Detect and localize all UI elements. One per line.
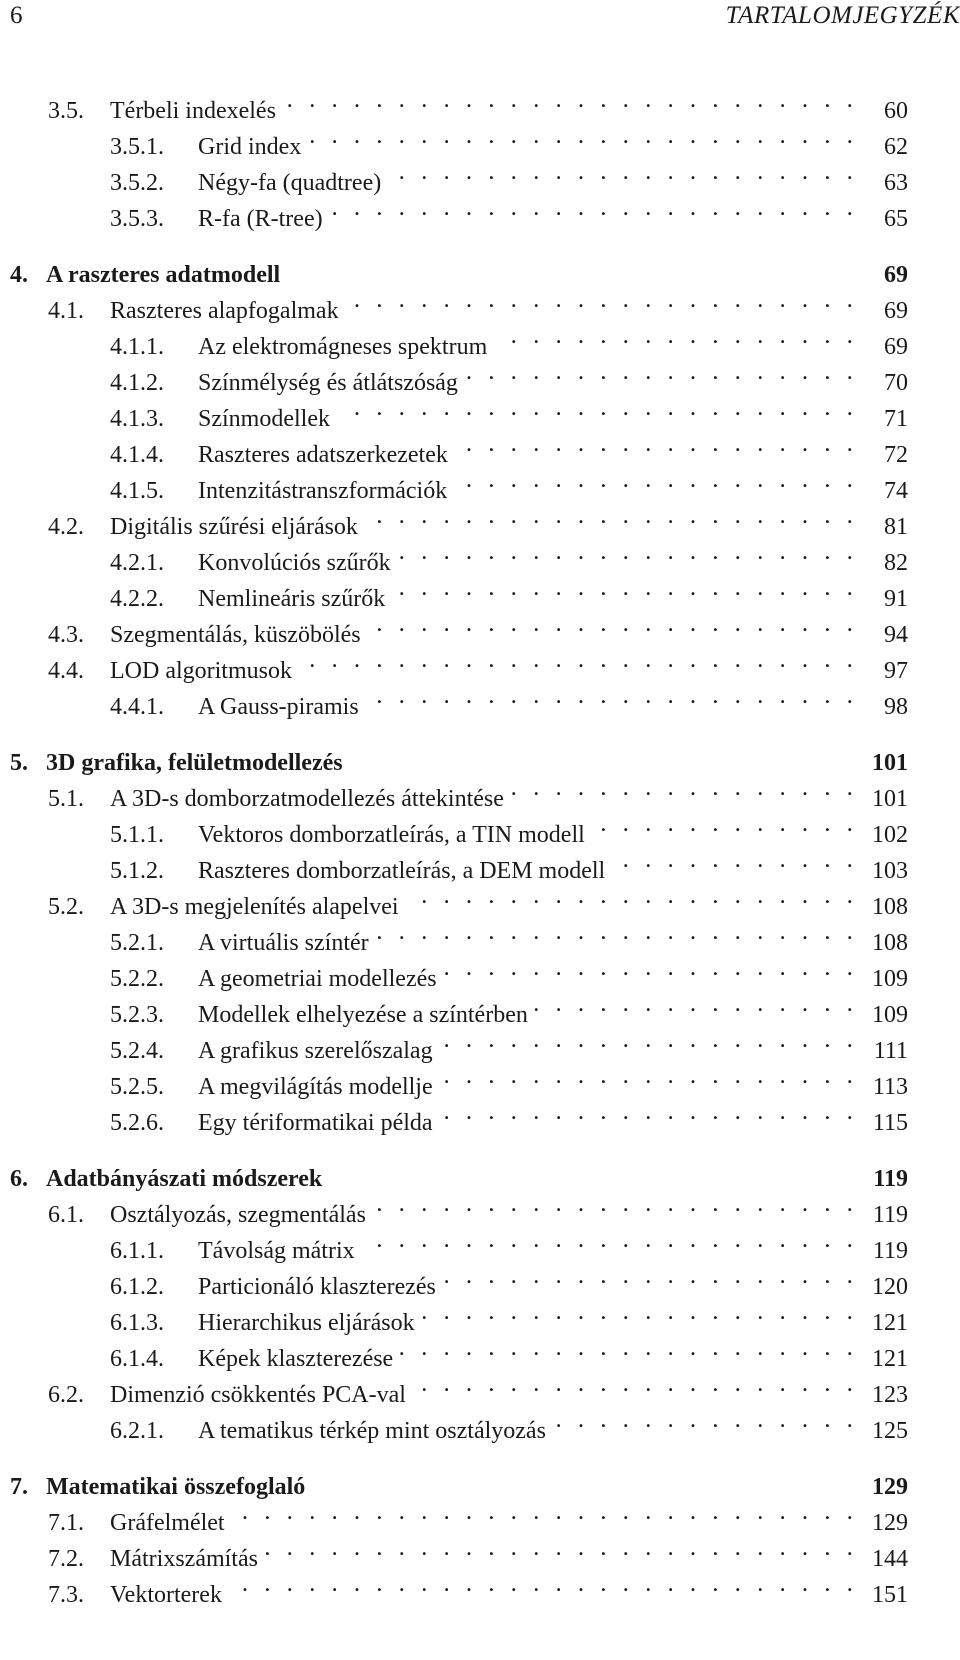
toc-entry-page: 69: [884, 298, 908, 324]
toc-entry-page: 121: [872, 1346, 908, 1372]
toc-entry-title: Nemlineáris szűrők: [198, 581, 391, 617]
toc-chapter-entry[interactable]: [0, 1458, 960, 1500]
toc-entry-page: 69: [884, 334, 908, 360]
dot-leader: [231, 1494, 862, 1530]
toc-entry[interactable]: [0, 390, 960, 432]
toc-entry[interactable]: [0, 878, 960, 920]
dot-leader: [534, 986, 862, 1022]
toc-entry-page: 91: [884, 586, 908, 612]
toc-entry-page: 119: [872, 1202, 908, 1228]
toc-entry-title: A geometriai modellezés: [198, 961, 443, 997]
dot-leader: [391, 570, 862, 606]
toc-entry-title: A grafikus szerelőszalag: [198, 1033, 439, 1069]
toc-entry-number: 3.5.1.: [110, 134, 164, 160]
page-number: 6: [10, 2, 23, 29]
toc-entry-page: 98: [884, 694, 908, 720]
toc-entry[interactable]: [0, 986, 960, 1028]
dot-leader: [421, 1294, 862, 1330]
toc-entry-number: 4.3.: [48, 622, 84, 648]
toc-entry[interactable]: [0, 914, 960, 956]
dot-leader: [365, 678, 862, 714]
toc-entry-page: 72: [884, 442, 908, 468]
toc-entry-number: 3.5.2.: [110, 170, 164, 196]
toc-entry-title: A raszteres adatmodell: [46, 257, 286, 293]
toc-entry[interactable]: [0, 1494, 960, 1536]
toc-entry[interactable]: [0, 1566, 960, 1608]
toc-entry-title: Térbeli indexelés: [110, 93, 282, 129]
toc-entry[interactable]: [0, 678, 960, 720]
toc-entry-page: 94: [884, 622, 908, 648]
toc-entry-page: 70: [884, 370, 908, 396]
toc-entry-title: Színmodellek: [198, 401, 336, 437]
dot-leader: [367, 606, 862, 642]
toc-entry-title: Az elektromágneses spektrum: [198, 329, 493, 365]
toc-chapter-entry[interactable]: [0, 246, 960, 288]
toc-entry-page: 113: [872, 1074, 908, 1100]
toc-entry-page: 103: [872, 858, 908, 884]
toc-entry-title: Képek klaszterezése: [198, 1341, 399, 1377]
toc-entry-page: 82: [884, 550, 908, 576]
toc-entry-number: 4.4.: [48, 658, 84, 684]
dot-leader: [399, 1330, 862, 1366]
toc-entry-number: 4.2.: [48, 514, 84, 540]
toc-entry-page: 69: [884, 262, 908, 288]
toc-entry-number: 4.4.1.: [110, 694, 164, 720]
toc-entry-number: 6.1.1.: [110, 1238, 164, 1264]
toc-entry-number: 5.2.4.: [110, 1038, 164, 1064]
toc-entry-title: Grid index: [198, 129, 307, 165]
toc-chapter-entry[interactable]: [0, 734, 960, 776]
toc-entry-number: 5.1.2.: [110, 858, 164, 884]
toc-entry-page: 71: [884, 406, 908, 432]
toc-entry-title: A virtuális színtér: [198, 925, 375, 961]
dot-leader: [361, 1222, 862, 1258]
dot-leader: [443, 950, 862, 986]
toc-entry[interactable]: [0, 498, 960, 540]
toc-entry[interactable]: [0, 354, 960, 396]
toc-entry-number: 4.2.2.: [110, 586, 164, 612]
dot-leader: [442, 1258, 862, 1294]
toc-entry-page: 129: [872, 1510, 908, 1536]
dot-leader: [345, 282, 862, 318]
dot-leader: [372, 1186, 862, 1222]
toc-entry-number: 6.1.3.: [110, 1310, 164, 1336]
toc-entry-page: 62: [884, 134, 908, 160]
toc-entry-page: 111: [873, 1038, 908, 1064]
dot-leader: [311, 1458, 862, 1494]
dot-leader: [397, 534, 862, 570]
toc-entry-page: 121: [872, 1310, 908, 1336]
toc-entry-page: 101: [872, 786, 908, 812]
toc-entry-page: 108: [872, 894, 908, 920]
toc-entry-number: 6.1.4.: [110, 1346, 164, 1372]
toc-entry[interactable]: [0, 806, 960, 848]
toc-entry-page: 144: [872, 1546, 908, 1572]
dot-leader: [282, 82, 862, 118]
toc-entry[interactable]: [0, 154, 960, 196]
toc-entry-number: 5.2.: [48, 894, 84, 920]
toc-entry[interactable]: [0, 1330, 960, 1372]
dot-leader: [439, 1094, 862, 1130]
toc-entry-page: 74: [884, 478, 908, 504]
toc-entry-title: Konvolúciós szűrők: [198, 545, 397, 581]
toc-entry-title: Színmélység és átlátszóság: [198, 365, 464, 401]
toc-entry-number: 5.2.1.: [110, 930, 164, 956]
toc-entry-title: A Gauss-piramis: [198, 689, 365, 725]
toc-entry[interactable]: [0, 1058, 960, 1100]
toc-entry[interactable]: [0, 570, 960, 612]
dot-leader: [375, 914, 862, 950]
toc-entry-number: 3.5.3.: [110, 206, 164, 232]
toc-entry-title: Matematikai összefoglaló: [46, 1469, 311, 1505]
dot-leader: [387, 154, 862, 190]
toc-entry-number: 4.1.1.: [110, 334, 164, 360]
dot-leader: [552, 1402, 862, 1438]
toc-entry[interactable]: [0, 118, 960, 160]
toc-entry-title: Mátrixszámítás: [110, 1541, 264, 1577]
dot-leader: [454, 426, 862, 462]
toc-entry-number: 5.2.3.: [110, 1002, 164, 1028]
toc-entry-page: 125: [872, 1418, 908, 1444]
toc-entry[interactable]: [0, 1222, 960, 1264]
toc-entry[interactable]: [0, 1402, 960, 1444]
toc-entry-page: 120: [872, 1274, 908, 1300]
dot-leader: [439, 1058, 862, 1094]
toc-entry[interactable]: [0, 1094, 960, 1136]
toc-entry-number: 4.: [10, 262, 28, 288]
toc-entry[interactable]: [0, 462, 960, 504]
toc-entry-number: 4.1.5.: [110, 478, 164, 504]
toc-entry-number: 5.2.5.: [110, 1074, 164, 1100]
toc-entry[interactable]: [0, 190, 960, 232]
toc-entry[interactable]: [0, 606, 960, 648]
dot-leader: [510, 770, 862, 806]
toc-entry-number: 7.1.: [48, 1510, 84, 1536]
toc-entry-number: 4.1.: [48, 298, 84, 324]
dot-leader: [329, 190, 862, 226]
toc-chapter-entry[interactable]: [0, 1150, 960, 1192]
toc-entry-number: 4.1.2.: [110, 370, 164, 396]
toc-entry-title: Digitális szűrési eljárások: [110, 509, 364, 545]
toc-entry-number: 4.1.3.: [110, 406, 164, 432]
toc-entry-title: LOD algoritmusok: [110, 653, 298, 689]
toc-entry-number: 7.2.: [48, 1546, 84, 1572]
dot-leader: [307, 118, 862, 154]
toc-entry-title: Szegmentálás, küszöbölés: [110, 617, 367, 653]
toc-entry-page: 151: [872, 1582, 908, 1608]
toc-entry-title: Intenzitástranszformációk: [198, 473, 453, 509]
toc-entry-title: Particionáló klaszterezés: [198, 1269, 442, 1305]
toc-entry[interactable]: [0, 950, 960, 992]
toc-entry-title: A megvilágítás modellje: [198, 1069, 439, 1105]
toc-entry[interactable]: [0, 426, 960, 468]
toc-entry-page: 119: [873, 1166, 908, 1192]
toc-entry[interactable]: [0, 318, 960, 360]
toc-entry-title: R-fa (R-tree): [198, 201, 329, 237]
toc-entry-page: 123: [872, 1382, 908, 1408]
toc-entry-title: Modellek elhelyezése a színtérben: [198, 997, 534, 1033]
toc-entry-title: A 3D-s megjelenítés alapelvei: [110, 889, 405, 925]
toc-entry-page: 109: [872, 1002, 908, 1028]
dot-leader: [336, 390, 862, 426]
toc-entry-number: 6.2.1.: [110, 1418, 164, 1444]
dot-leader: [364, 498, 862, 534]
toc-entry-title: Gráfelmélet: [110, 1505, 231, 1541]
toc-entry-page: 129: [872, 1474, 908, 1500]
toc-entry[interactable]: [0, 1258, 960, 1300]
toc-entry-title: A 3D-s domborzatmodellezés áttekintése: [110, 781, 510, 817]
toc-entry[interactable]: [0, 842, 960, 884]
toc-entry-page: 102: [872, 822, 908, 848]
toc-entry-page: 119: [872, 1238, 908, 1264]
dot-leader: [611, 842, 862, 878]
toc-entry-number: 5.2.6.: [110, 1110, 164, 1136]
toc-entry-page: 63: [884, 170, 908, 196]
toc-entry-page: 109: [872, 966, 908, 992]
toc-entry-page: 101: [872, 750, 908, 776]
page-header: [0, 2, 960, 42]
toc-entry-number: 7.: [10, 1474, 28, 1500]
toc-entry-number: 5.2.2.: [110, 966, 164, 992]
toc-entry-title: Egy tériformatikai példa: [198, 1105, 439, 1141]
dot-leader: [439, 1022, 862, 1058]
toc-entry-number: 7.3.: [48, 1582, 84, 1608]
toc-entry[interactable]: [0, 1186, 960, 1228]
toc-entry-number: 6.: [10, 1166, 28, 1192]
toc-entry-title: Távolság mátrix: [198, 1233, 361, 1269]
toc-entry[interactable]: [0, 1530, 960, 1572]
toc-entry-title: Osztályozás, szegmentálás: [110, 1197, 372, 1233]
toc-entry-page: 108: [872, 930, 908, 956]
dot-leader: [228, 1566, 862, 1602]
toc-entry-title: Dimenzió csökkentés PCA-val: [110, 1377, 412, 1413]
toc-entry-page: 97: [884, 658, 908, 684]
toc-entry[interactable]: [0, 770, 960, 812]
toc-entry-page: 81: [884, 514, 908, 540]
toc-entry-number: 4.2.1.: [110, 550, 164, 576]
toc-entry-page: 115: [872, 1110, 908, 1136]
toc-entry[interactable]: [0, 1366, 960, 1408]
toc-entry-number: 3.5.: [48, 98, 84, 124]
toc-entry-number: 6.1.: [48, 1202, 84, 1228]
toc-entry-number: 4.1.4.: [110, 442, 164, 468]
dot-leader: [405, 878, 862, 914]
toc-entry-title: Raszteres domborzatleírás, a DEM modell: [198, 853, 611, 889]
toc-entry[interactable]: [0, 1294, 960, 1336]
toc-entry[interactable]: [0, 642, 960, 684]
dot-leader: [591, 806, 862, 842]
dot-leader: [328, 1150, 862, 1186]
dot-leader: [493, 318, 862, 354]
toc-entry-title: Vektorterek: [110, 1577, 228, 1613]
toc-entry-number: 5.1.: [48, 786, 84, 812]
running-head: TARTALOMJEGYZÉK: [725, 2, 960, 29]
toc-entry-title: 3D grafika, felületmodellezés: [46, 745, 349, 781]
dot-leader: [349, 734, 862, 770]
dot-leader: [453, 462, 862, 498]
toc-entry[interactable]: [0, 282, 960, 324]
toc-entry[interactable]: [0, 82, 960, 124]
toc-entry-title: Raszteres adatszerkezetek: [198, 437, 454, 473]
toc-entry-number: 5.1.1.: [110, 822, 164, 848]
toc-entry-page: 60: [884, 98, 908, 124]
toc-entry-number: 6.2.: [48, 1382, 84, 1408]
toc-entry-title: Adatbányászati módszerek: [46, 1161, 328, 1197]
toc-entry-title: Vektoros domborzatleírás, a TIN modell: [198, 817, 591, 853]
toc-entry-title: A tematikus térkép mint osztályozás: [198, 1413, 552, 1449]
toc-entry-number: 6.1.2.: [110, 1274, 164, 1300]
dot-leader: [286, 246, 862, 282]
dot-leader: [264, 1530, 862, 1566]
toc-entry[interactable]: [0, 1022, 960, 1064]
toc-entry-number: 5.: [10, 750, 28, 776]
dot-leader: [464, 354, 862, 390]
toc-entry-title: Négy-fa (quadtree): [198, 165, 387, 201]
toc-entry-title: Hierarchikus eljárások: [198, 1305, 421, 1341]
toc-entry-title: Raszteres alapfogalmak: [110, 293, 345, 329]
dot-leader: [412, 1366, 862, 1402]
toc-entry-page: 65: [884, 206, 908, 232]
dot-leader: [298, 642, 862, 678]
toc-entry[interactable]: [0, 534, 960, 576]
table-of-contents: [0, 82, 960, 1608]
